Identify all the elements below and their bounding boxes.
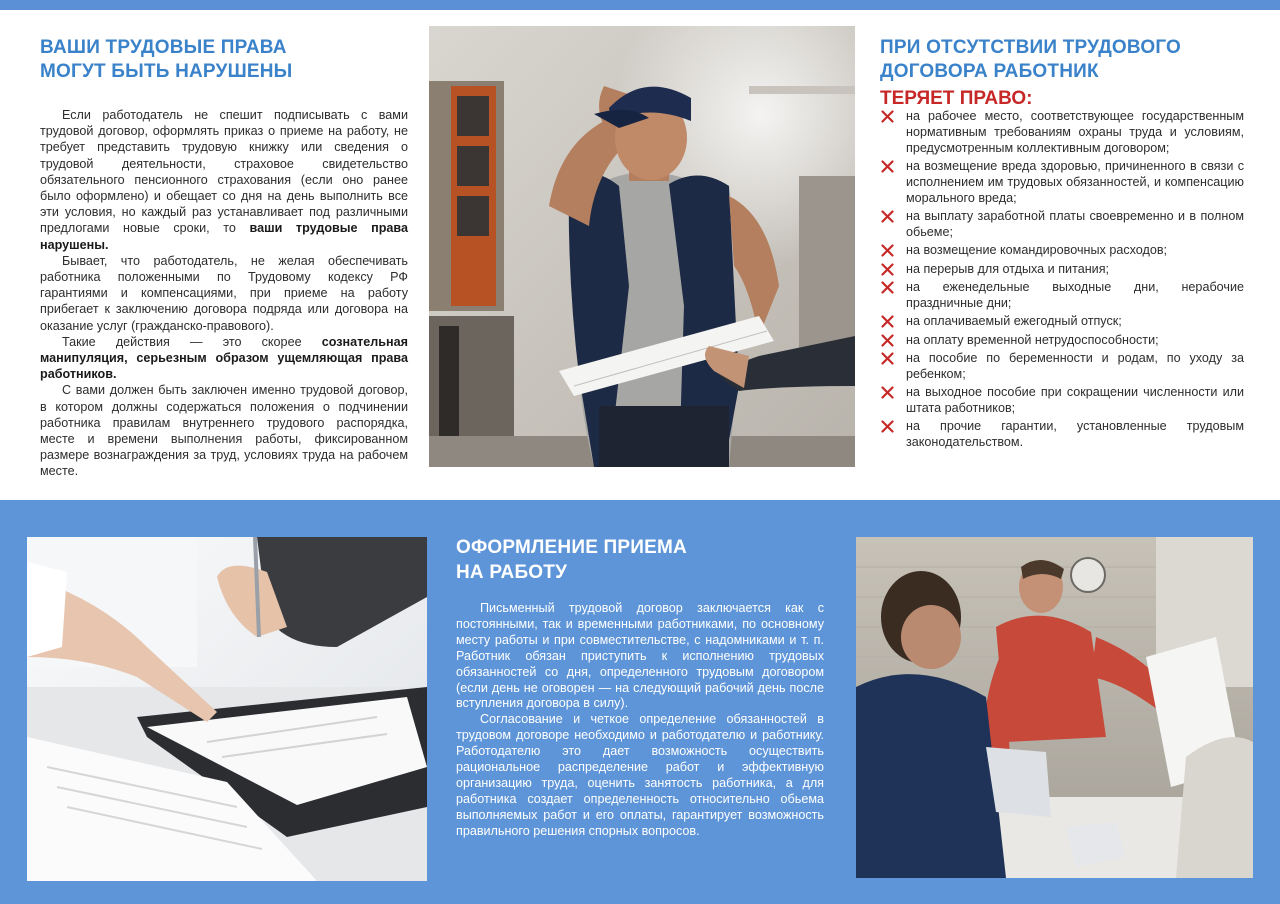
red-cross-icon [881,281,894,294]
red-cross-icon [881,244,894,257]
lost-rights-list [880,109,1244,453]
red-cross-icon [881,210,894,223]
lost-right-text: на оплачиваемый ежегодный отпуск; [906,314,1122,329]
heading-line: МОГУТ БЫТЬ НАРУШЕНЫ [40,61,293,82]
lost-right-text: на оплату временной нетрудоспособности; [906,332,1159,347]
lost-right-item [880,280,1244,312]
lost-right-text: на прочие гарантии, установленные трудовым законодательством. [906,419,1244,450]
rights-violated-heading [40,36,400,84]
lost-right-text: на перерыв для отдыха и питания; [906,261,1110,276]
red-cross-icon [881,420,894,433]
red-cross-icon [881,263,894,276]
lost-right-item [880,159,1244,207]
worried-worker-photo [429,26,855,467]
lost-right-text: на еженедельные выходные дни, нерабочие праздничные дни; [906,280,1244,310]
lost-right-text: на выплату заработной платы своевременно и в полном обьеме; [906,209,1244,240]
lost-right-item [880,109,1244,157]
lost-right-text: на пособие по беременности и родам, по уходу за ребенком; [906,350,1244,381]
heading-line: ОФОРМЛЕНИЕ ПРИЕМА [456,537,687,558]
lost-right-item [880,262,1244,278]
red-cross-icon [881,386,894,399]
office-argument-photo [856,537,1253,878]
paragraph [40,107,408,253]
paragraph-text: Бывает, что работодатель, не желая обеспечивать работника положенными по Трудовому кодексу РФ гарантиями и компенсациями, при приеме на работу прибегает к заключению договора подряда или договора на оказание услуг (гражданско-правового). [40,253,408,333]
heading-line: НА РАБОТУ [456,562,568,583]
paragraph: Письменный трудовой договор заключается как с постоянными, так и временными работниками, по основному месту работы и при совместительстве, с надомниками и т. п. Работник обязан приступить к исполнению трудовых обязанностей со дня, определенного трудовым договором (если день не оговорен — на следующий рабочий день после вступления договора в силу). [456,601,824,711]
red-cross-icon [881,110,894,123]
paragraph [40,253,408,334]
paragraph [40,334,408,383]
employment-registration-text [456,601,824,840]
lost-right-text: на возмещение вреда здоровью, причиненного в связи с исполнением им трудовых обязанностей, и компенсацию морального вреда; [906,159,1244,205]
lost-right-text: на рабочее место, соответствующее государственным нормативным требованиям охраны труда и условиям, предусмотренным коллективным договором; [906,109,1244,155]
heading-line: ВАШИ ТРУДОВЫЕ ПРАВА [40,37,287,58]
heading-line: ДОГОВОРА РАБОТНИК [880,61,1099,82]
employment-registration-heading [456,535,836,585]
lost-right-text: на выходное пособие при сокращении численности или штата работников; [906,385,1244,415]
paragraph [40,382,408,479]
red-cross-icon [881,334,894,347]
lost-right-item [880,243,1244,259]
red-cross-icon [881,160,894,173]
lost-right-item [880,314,1244,330]
paragraph-text: Если работодатель не спешит подписывать с вами трудовой договор, оформлять приказ о приеме на работу, не требует представить трудовую книжку или сведения о трудовой деятельности, страховое свидетельство обязательного пенсионного страхования (если оно ранее было оформлено) и обещает со дня на день выполнить все эти условия, но каждый раз устанавливает под различными предлогами новые сроки, то [40,108,408,236]
top-accent-strip [0,0,1280,10]
lost-right-text: на возмещение командировочных расходов; [906,243,1168,258]
loses-right-subheading: ТЕРЯЕТ ПРАВО: [880,88,1033,109]
lost-right-item [880,333,1244,349]
paragraph-emphasis: ваши трудовые права нарушены. [40,221,408,252]
lost-right-item [880,385,1244,417]
no-contract-heading [880,36,1240,84]
rights-violated-text [40,107,408,480]
signing-documents-photo [27,537,427,881]
paragraph: Согласование и четкое определение обязанностей в трудовом договоре необходимо и работодателю и работнику. Работодателю это дает возможность осуществить рациональное распределение работ и эффективную организацию труда, оценить занятость работника, а для работника создает определенность относительно обьема выполняемых работ и его оплаты, гарантирует возможность правильного решения спорных вопросов. [456,712,824,838]
paragraph-emphasis: сознательная манипуляция, серьезным образом ущемляющая права работников. [40,334,408,382]
red-cross-icon [881,315,894,328]
paragraph-text: С вами должен быть заключен именно трудовой договор, в котором должны содержаться положения о подчинении работника правилам внутреннего трудового распорядка, месте и времени выполнения работы, фиксированном размере вознаграждения за труд, условиях труда на рабочем месте. [40,383,408,479]
red-cross-icon [881,352,894,365]
heading-line: ПРИ ОТСУТСТВИИ ТРУДОВОГО [880,37,1182,58]
lost-right-item [880,419,1244,451]
lost-right-item [880,351,1244,383]
lost-right-item [880,209,1244,241]
paragraph-text: Такие действия — это скорее [62,334,302,349]
